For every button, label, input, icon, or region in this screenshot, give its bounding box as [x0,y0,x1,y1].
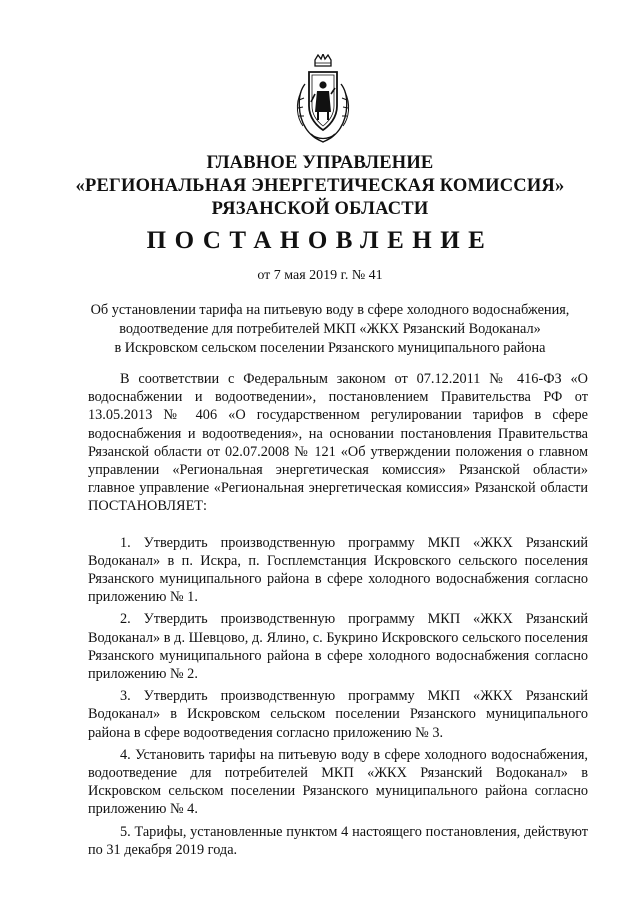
item-3-paragraph: 3. Утвердить производственную программу МКП «ЖКХ Рязанский Водоканал» в Искровском сельском поселении Рязанского муниципального района в сфере водоотведения согласно приложению № 3. [88,688,588,741]
document-body [88,370,588,863]
authority-line-2: «РЕГИОНАЛЬНАЯ ЭНЕРГЕТИЧЕСКАЯ КОМИССИЯ» [75,176,565,196]
issuing-authority [40,152,600,221]
preamble-paragraph: В соответствии с Федеральным законом от 07.12.2011 № 416-ФЗ «О водоснабжении и водоотведении», постановлением Правительства РФ от 13.05.2013 № 406 «О государственном регулировании тарифов в сфере водоснабжения и водоотведения», на основании постановления Правительства Рязанской области от 02.07.2008 № 121 «Об утверждении положения о главном управлении «Региональная энергетическая комиссия» Рязанской области» главное управление «Региональная энергетическая комиссия» Рязанской области ПОСТАНОВЛЯЕТ: [88,371,588,515]
item-1-paragraph: 1. Утвердить производственную программу МКП «ЖКХ Рязанский Водоканал» в п. Искра, п. Госплемстанция Искровского сельского поселения Рязанского муниципального района в сфере холодного водоснабжения согласно приложению № 1. [88,534,588,606]
item-4-paragraph: 4. Установить тарифы на питьевую воду в сфере холодного водоснабжения, водоотведение для потребителей МКП «ЖКХ Рязанский Водоканал» в Искровском сельском поселении Рязанского муниципального района согласно приложению № 4. [88,746,588,818]
subject-line-2: водоотведение для потребителей МКП «ЖКХ Рязанский Водоканал» [119,321,541,337]
item-5-paragraph: 5. Тарифы, установленные пунктом 4 настоящего постановления, действуют по 31 декабря 2019 года. [88,823,588,858]
subject-line-1: Об установлении тарифа на питьевую воду в сфере холодного водоснабжения, [90,302,570,318]
authority-line-3: РЯЗАНСКОЙ ОБЛАСТИ [211,199,429,219]
document-type-title: ПОСТАНОВЛЕНИЕ [146,227,494,254]
subject-line-3: в Искровском сельском поселении Рязанского муниципального района [114,340,546,356]
document-subject [60,301,600,358]
document-date-number: от 7 мая 2019 г. № 41 [257,268,383,283]
item-2-paragraph: 2. Утвердить производственную программу МКП «ЖКХ Рязанский Водоканал» в д. Шевцово, д. Ялино, с. Букрино Искровского сельского поселения Рязанского муниципального района в сфере холодного водоснабжения согласно приложению № 2. [88,611,588,683]
ryazan-coat-of-arms-icon [291,54,355,146]
authority-line-1: ГЛАВНОЕ УПРАВЛЕНИЕ [206,153,434,173]
